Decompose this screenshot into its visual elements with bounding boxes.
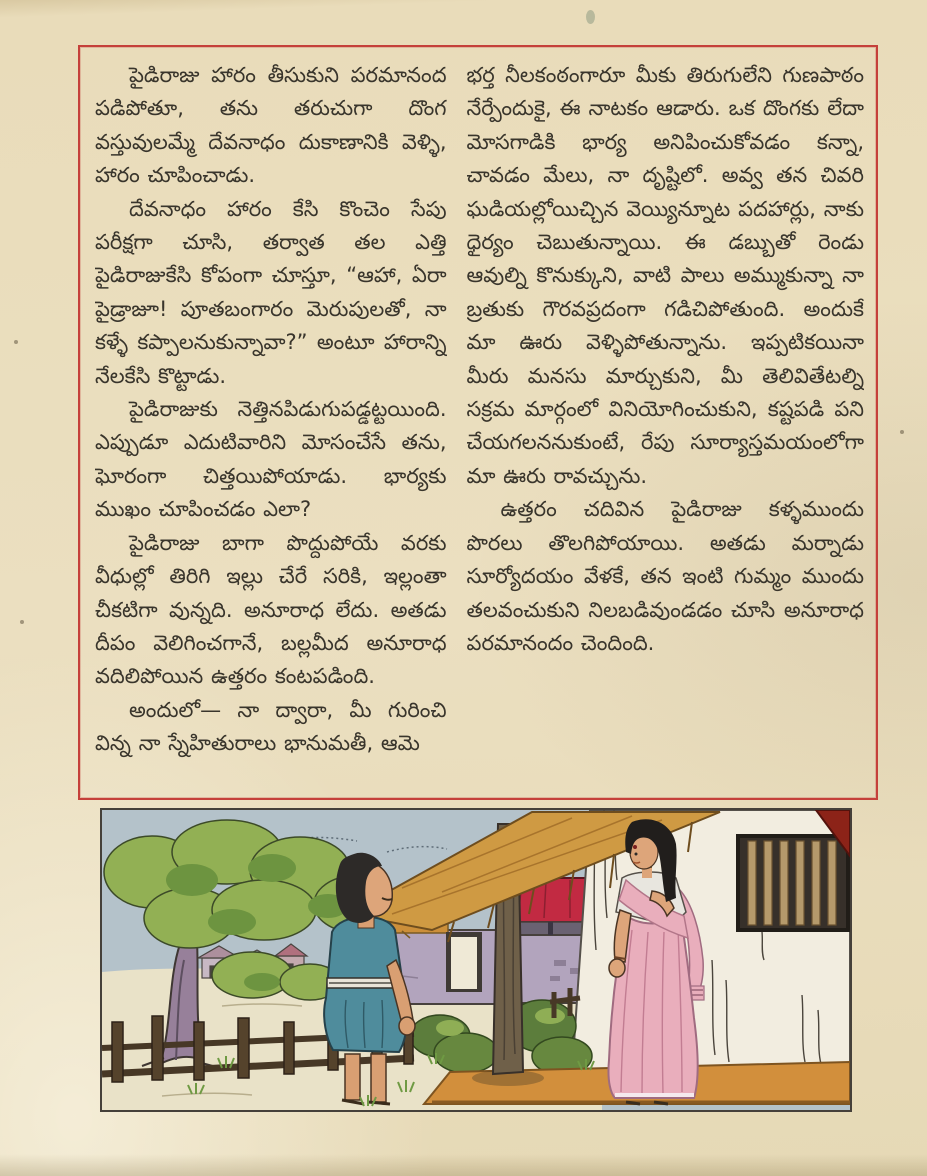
scan-speck xyxy=(20,620,24,624)
story-paragraph: పైడిరాజుకు నెత్తినపిడుగుపడ్డట్టయింది. ఎప్పుడూ ఎదుటివారిని మోసంచేసే తను, ఘోరంగా చిత్తయిపోయాడు. భార్యకు ముఖం చూపించడం ఎలా? xyxy=(95,397,447,522)
barred-window xyxy=(738,836,848,930)
scan-speck xyxy=(14,340,18,344)
page-edge-shadow xyxy=(0,1154,927,1176)
story-paragraph-continuation: భర్త నీలకంఠంగారూ మీకు తిరుగులేని గుణపాఠం నేర్పేందుకై, ఈ నాటకం ఆడారు. ఒక దొంగకు లేదా మోసగాడికి భార్య అనిపించుకోవడం కన్నా, చావడం మేలు, నా దృష్టిలో. అవ్వ తన చివరి ఘడియల్లోయిచ్చిన వెయ్యిన్నూట పదహార్లు, నాకు ధైర్యం చెబుతున్నాయి. ఈ డబ్బుతో రెండు ఆవుల్ని కొనుక్కుని, వాటి పాలు అమ్ముకున్నా నా బ్రతుకు గౌరవప్రదంగా గడిచిపోతుంది. అందుకే మా ఊరు వెళ్ళిపోతున్నాను. ఇప్పటికయినా మీరు మనసు మార్చుకుని, మీ తెలివితేటల్ని సక్రమ మార్గంలో వినియోగించుకుని, కష్టపడి పని చేయగలననుకుంటే, రేపు సూర్యాస్తమయంలోగా మా ఊరు రావచ్చును. xyxy=(466,63,864,488)
text-column-left xyxy=(95,59,447,790)
story-paragraph: పైడిరాజు బాగా పొద్దుపోయే వరకు వీధుల్లో తిరిగి ఇల్లు చేరే సరికి, ఇల్లంతా చీకటిగా వున్నది. అనూరాధ లేదు. అతడు దీపం వెలిగించగానే, బల్లమీద అనూరాధ వదిలిపోయిన ఉత్తరం కంటపడింది. xyxy=(95,530,447,689)
story-paragraph: అందులో— నా ద్వారా, మీ గురించి విన్న నా స్నేహితురాలు భానుమతీ, ఆమె xyxy=(95,697,447,756)
story-text-frame xyxy=(78,45,878,800)
story-paragraph: దేవనాధం హారం కేసి కొంచెం సేపు పరీక్షగా చూసి, తర్వాత తల ఎత్తి పైడిరాజుకేసి కోపంగా చూస్తూ, “ఆహా, ఏరా పైడ్రాజూ! పూతబంగారం మెరుపులతో, నా కళ్ళే కప్పాలనుకున్నావా?” అంటూ హారాన్ని నేలకేసి కొట్టాడు. xyxy=(95,196,447,388)
story-illustration xyxy=(100,808,852,1112)
page-number-smudge xyxy=(586,10,595,24)
story-paragraph: పైడిరాజు హారం తీసుకుని పరమానంద పడిపోతూ, తను తరుచుగా దొంగ వస్తువులమ్మే దేవనాధం దుకాణానికి వెళ్ళి, హారం చూపించాడు. xyxy=(95,63,447,188)
text-column-right xyxy=(467,59,864,790)
scan-speck xyxy=(900,430,904,434)
story-paragraph: ఉత్తరం చదివిన పైడిరాజు కళ్ళముందు పొరలు తొలగిపోయాయి. అతడు మర్నాడు సూర్యోదయం వేళకే, తన ఇంటి గుమ్మం ముందు తలవంచుకుని నిలబడివుండడం చూసి అనూరాధ పరమానందం చెందింది. xyxy=(466,497,864,655)
